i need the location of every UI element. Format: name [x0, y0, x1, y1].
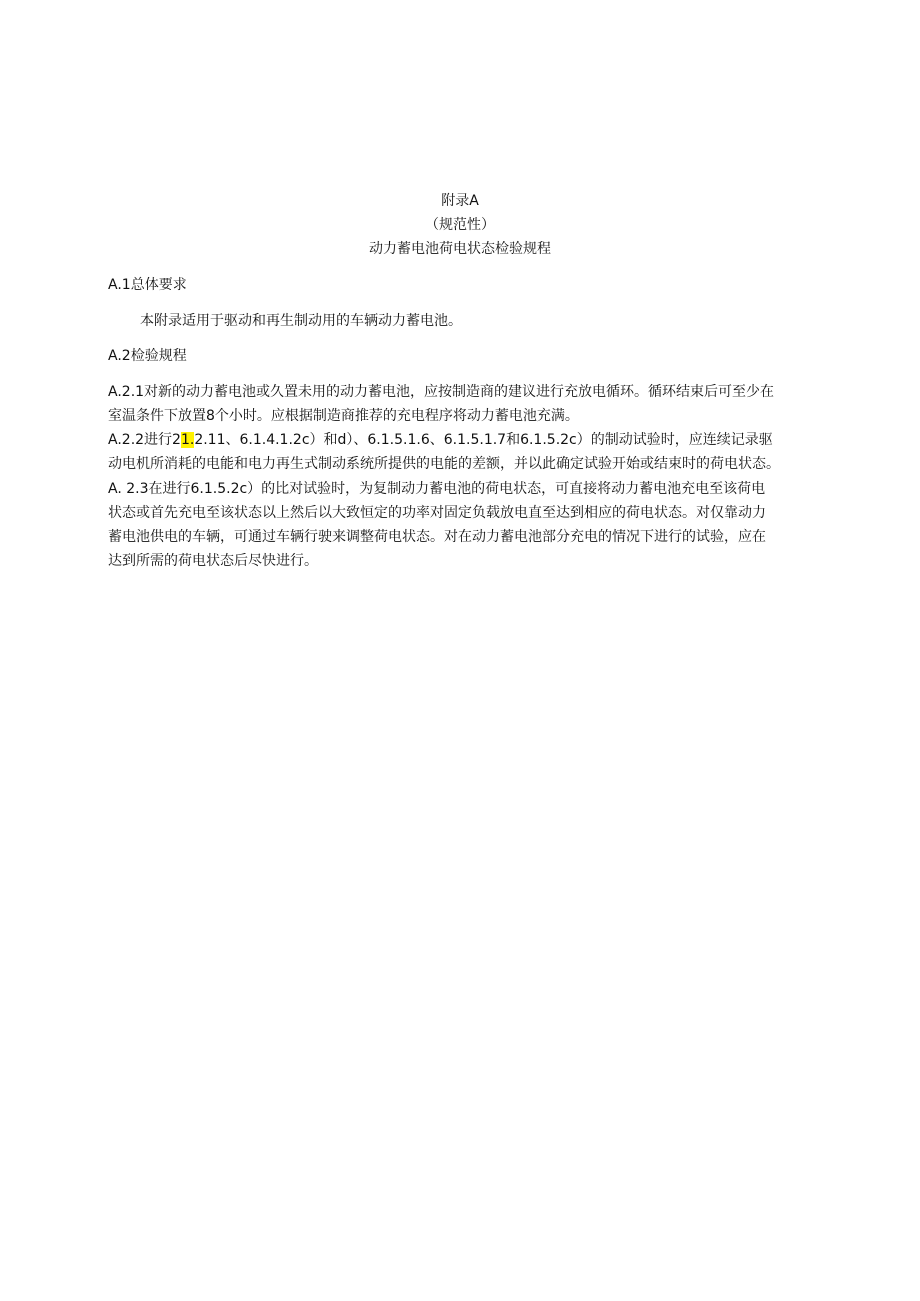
section-a1-heading: A.1总体要求	[108, 277, 187, 293]
clause-a22-line2: 动电机所消耗的电能和电力再生式制动系统所提供的电能的差额，并以此确定试验开始或结束时的荷电状态。	[108, 456, 780, 472]
clause-a22-line1	[108, 428, 773, 452]
clause-a23-line1: A. 2.3在进行6.1.5.2c）的比对试验时，为复制动力蓄电池的荷电状态，可直接将动力蓄电池充电至该荷电	[108, 481, 766, 497]
section-a1-body: 本附录适用于驱动和再生制动用的车辆动力蓄电池。	[140, 313, 462, 329]
clause-a21-line2: 室温条件下放置8个小时。应根据制造商推荐的充电程序将动力蓄电池充满。	[108, 408, 579, 424]
clause-a22-prefix: A.2.2进行2	[108, 432, 181, 448]
appendix-title: 动力蓄电池荷电状态检验规程	[369, 241, 551, 257]
clause-a21-line1: A.2.1对新的动力蓄电池或久置未用的动力蓄电池，应按制造商的建议进行充放电循环。循环结束后可至少在	[108, 384, 775, 400]
clause-a23-line3: 蓄电池供电的车辆，可通过车辆行驶来调整荷电状态。对在动力蓄电池部分充电的情况下进行的试验，应在	[108, 529, 766, 545]
appendix-type: （规范性）	[425, 217, 495, 233]
clause-a23-line2: 状态或首先充电至该状态以上然后以大致恒定的功率对固定负载放电直至达到相应的荷电状态。对仅靠动力	[108, 505, 766, 521]
highlighted-text: 1.	[180, 432, 195, 448]
clause-a23-line4: 达到所需的荷电状态后尽快进行。	[108, 553, 318, 569]
section-a2-heading: A.2检验规程	[108, 348, 187, 364]
clause-a22-suffix: 2.11、6.1.4.1.2c）和d）、6.1.5.1.6、6.1.5.1.7和6.1.5.2c）的制动试验时，应连续记录驱	[194, 432, 773, 448]
appendix-header	[0, 189, 920, 261]
appendix-label: 附录A	[441, 193, 479, 209]
